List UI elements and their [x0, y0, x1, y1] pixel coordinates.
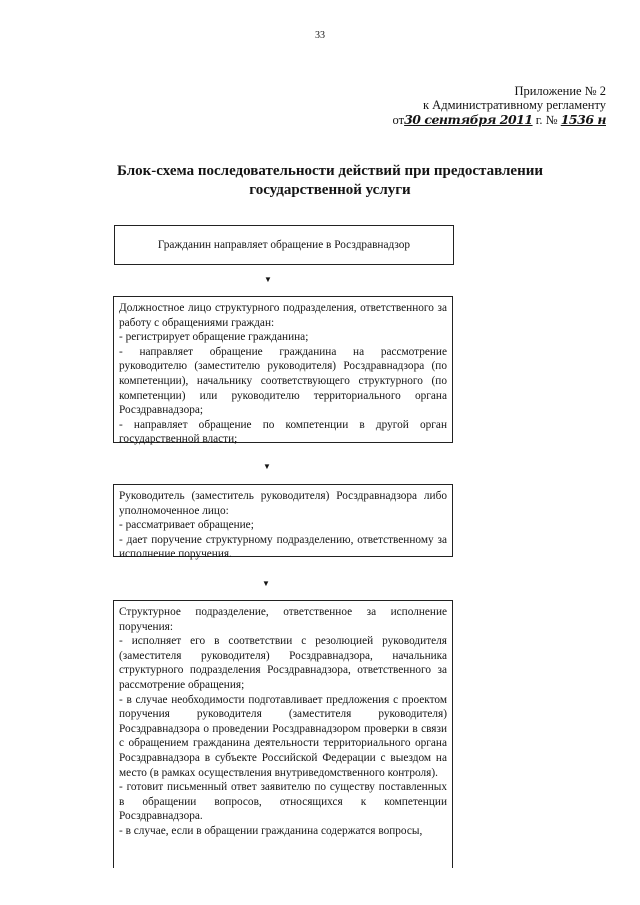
flow-step-line: Должностное лицо структурного подразделения, ответственного за работу с обращениями граждан:	[119, 302, 447, 329]
flow-step-registration	[113, 296, 453, 446]
date-prefix: от	[392, 113, 405, 127]
flow-step-execution	[113, 600, 453, 868]
flow-step-line: Руководитель (заместитель руководителя) Росздравнадзора либо уполномоченное лицо:	[119, 490, 447, 517]
flow-step-line: - в случае, если в обращении гражданина содержатся вопросы,	[119, 824, 423, 837]
flow-step-line: - регистрирует обращение гражданина;	[119, 331, 309, 344]
page-number: 33	[315, 30, 325, 41]
appendix-title: Приложение № 2	[514, 84, 606, 98]
flow-step-text: Гражданин направляет обращение в Росздравнадзор	[157, 238, 411, 251]
arrow-down-icon: ▼	[264, 275, 272, 284]
handwritten-date: 30 сентября 2011	[404, 112, 533, 127]
flow-step-line: - в случае необходимости подготавливает предложения с проектом поручения руководителя (заместителя руководителя) Росздравнадзора о проведении Росздравнадзором проверки в связи с обращением гражданина деятельности территориального органа Росздравнадзора в субъекте Российской Федерации с выездом на место (в рамках осуществления внутриведомственного контроля).	[119, 693, 447, 779]
arrow-down-icon: ▼	[263, 462, 271, 471]
document-title: Блок-схема последовательности действий при предоставлении государственной услуги	[117, 163, 543, 198]
flow-step-line: - дает поручение структурному подразделению, ответственному за исполнение поручения.	[119, 533, 447, 561]
flow-step-line: - исполняет его в соответствии с резолюцией руководителя (заместителя руководителя) Росздравнадзора, начальника структурного подразделения Росздравнадзора, ответственного за рассмотрение обращения;	[119, 635, 447, 691]
flow-step-citizen-appeal	[114, 225, 454, 265]
flow-step-line: - готовит письменный ответ заявителю по существу поставленных в обращении вопросов, относящихся к компетенции Росздравнадзора.	[119, 781, 447, 823]
flow-step-line: - направляет обращение по компетенции в другой орган государственной власти;	[119, 418, 447, 446]
number-prefix: г. №	[535, 113, 558, 127]
appendix-regulation-ref: к Административному регламенту	[422, 98, 606, 112]
handwritten-number: 1536 н	[560, 112, 606, 127]
flow-step-line: - рассматривает обращение;	[119, 519, 254, 532]
flow-step-review	[113, 484, 453, 561]
flow-step-line: Структурное подразделение, ответственное за исполнение поручения:	[119, 606, 447, 633]
appendix-date-line	[380, 112, 606, 128]
flow-step-line: - направляет обращение гражданина на рассмотрение руководителю (заместителю руководителя) Росздравнадзора (по компетенции), начальнику соответствующего структурного (по компетенции) или руководителю территориального органа Росздравнадзора;	[119, 345, 447, 417]
arrow-down-icon: ▼	[262, 579, 270, 588]
